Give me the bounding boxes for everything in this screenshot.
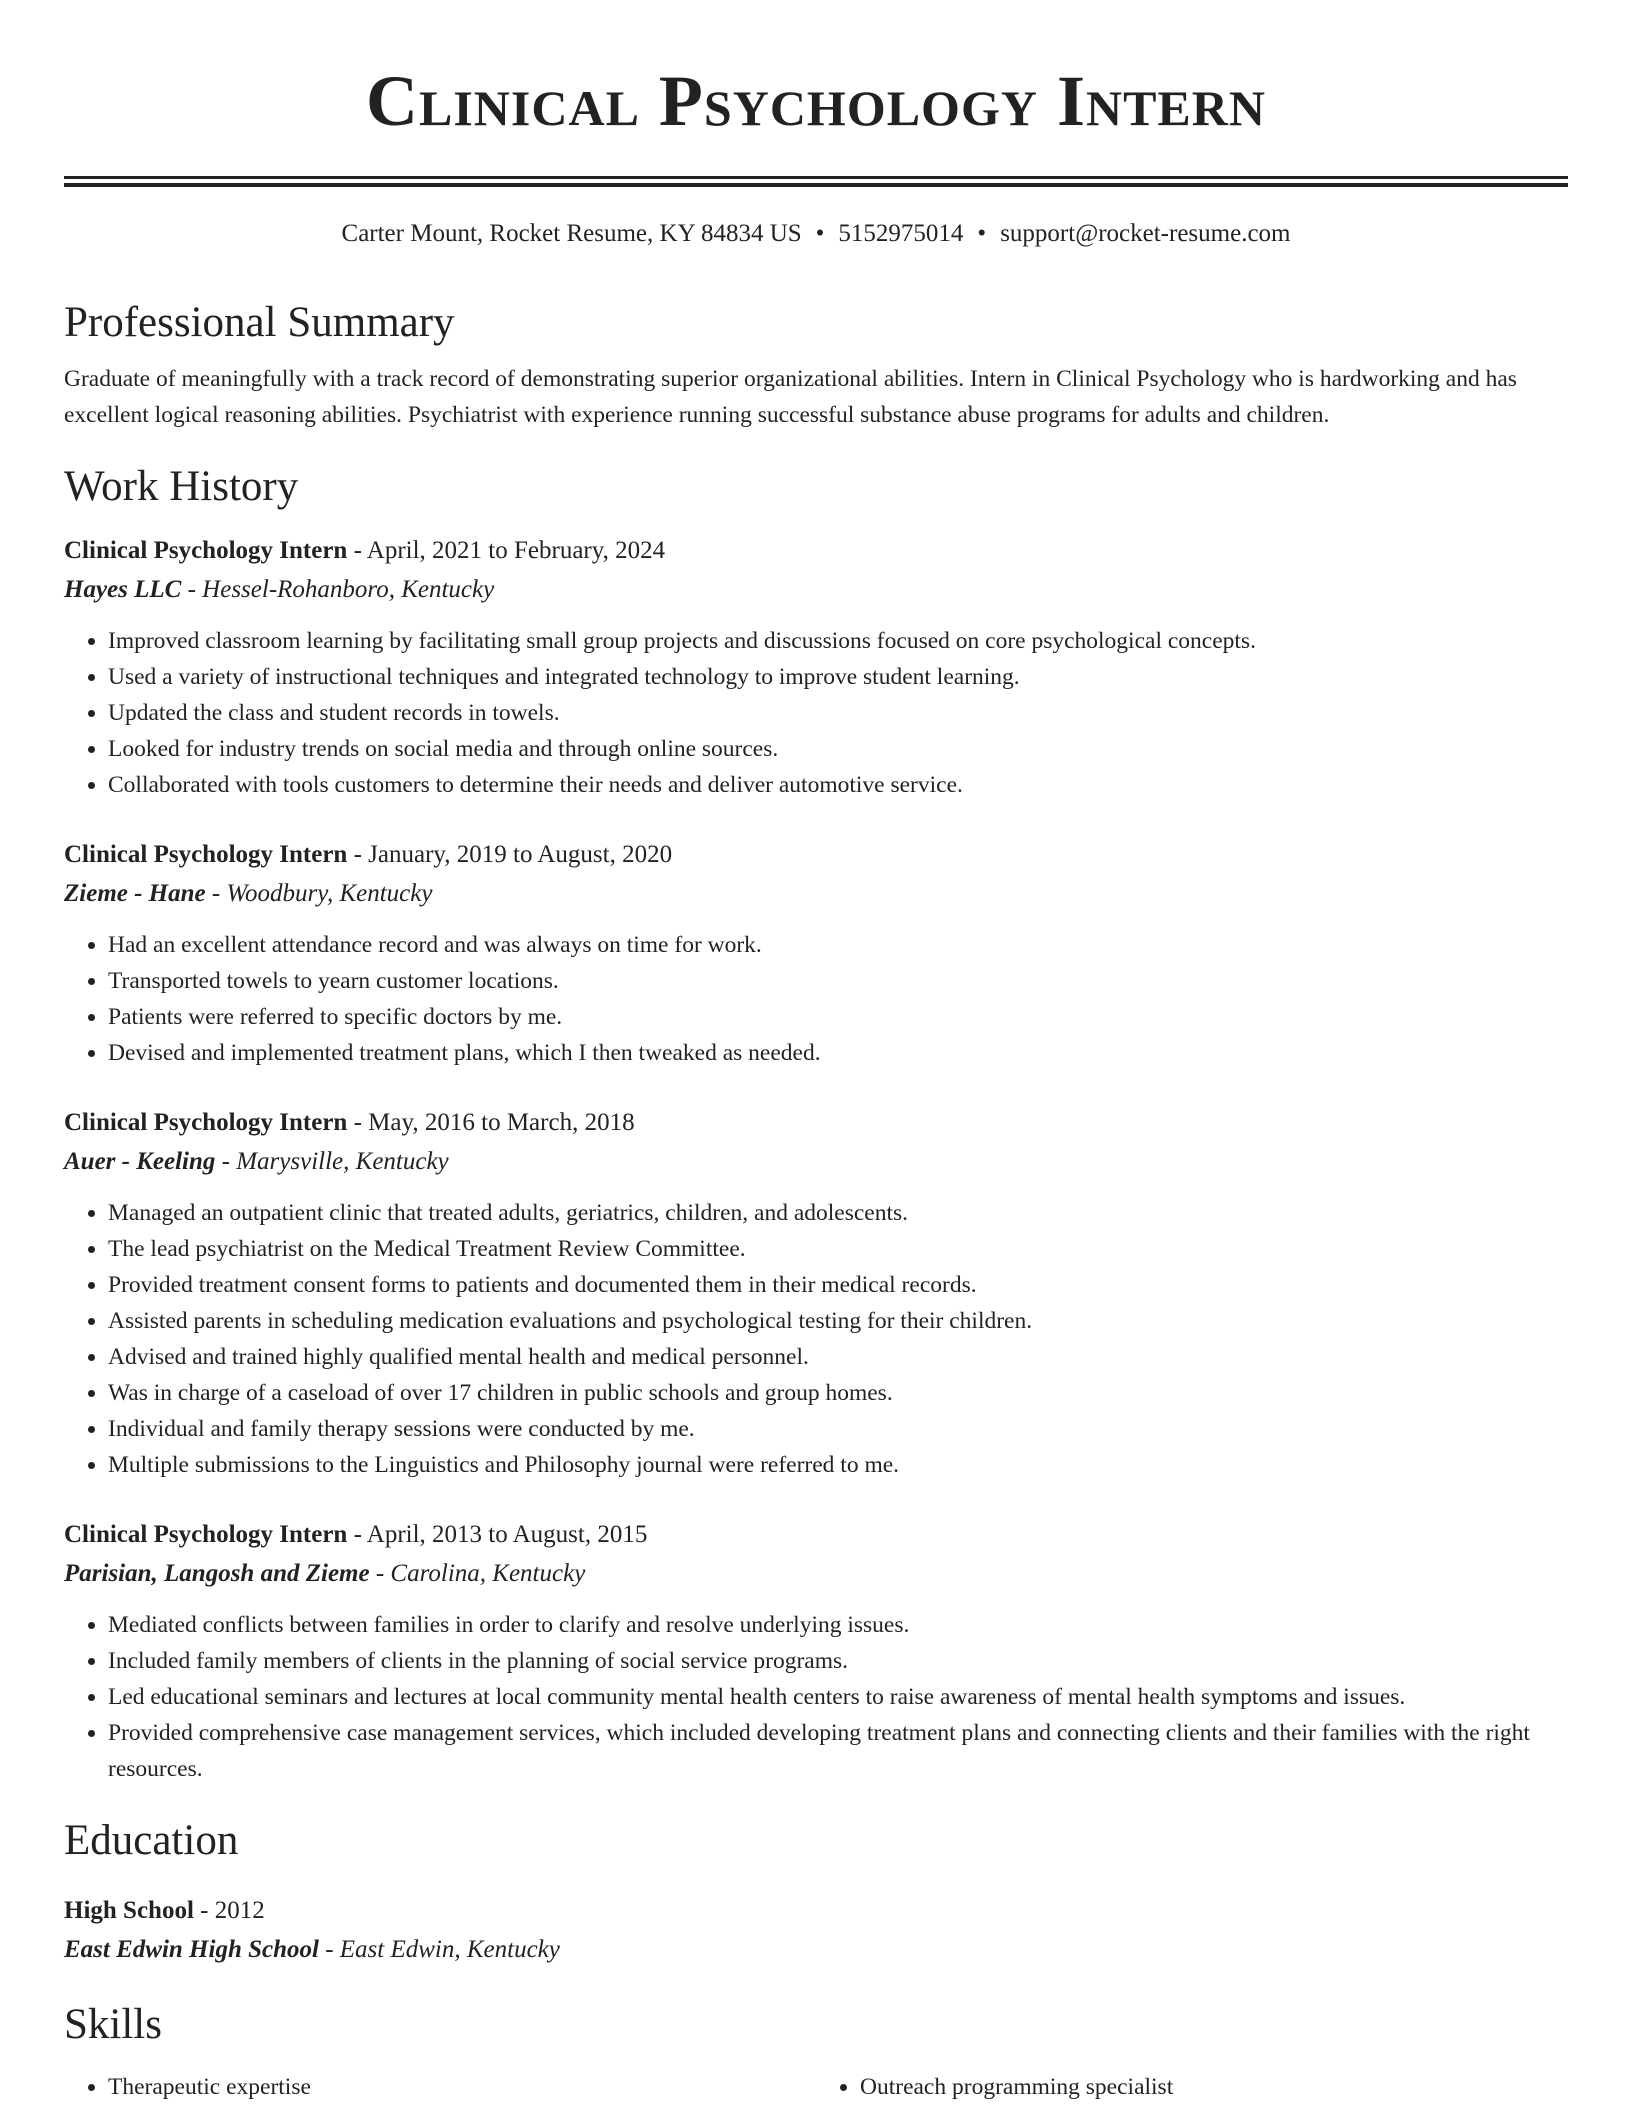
job-bullet: • Advised and trained highly qualified mental health and medical personnel. <box>108 1339 1568 1375</box>
job-bullet: • Devised and implemented treatment plans, which I then tweaked as needed. <box>108 1035 1568 1071</box>
job-bullet: • The lead psychiatrist on the Medical Treatment Review Committee. <box>108 1231 1568 1267</box>
contact-phone: 5152975014 <box>838 220 964 247</box>
job-bullet: • Led educational seminars and lectures at local community mental health centers to raise awareness of mental health symptoms and issues. <box>108 1679 1568 1715</box>
job-title-line <box>64 1515 1568 1555</box>
job-bullet: • Updated the class and student records in towels. <box>108 695 1568 731</box>
job-bullets <box>64 1195 1568 1483</box>
job-bullet: • Assisted parents in scheduling medication evaluations and psychological testing for their children. <box>108 1303 1568 1339</box>
contact-separator: • <box>815 220 825 247</box>
job-entry <box>64 1515 1568 1787</box>
job-bullet: • Individual and family therapy sessions were conducted by me. <box>108 1411 1568 1447</box>
contact-email: support@rocket-resume.com <box>1000 220 1291 247</box>
skill-item: • Therapeutic expertise <box>108 2069 816 2105</box>
job-dates: - April, 2013 to August, 2015 <box>347 1521 648 1548</box>
job-location: - Woodbury, Kentucky <box>205 880 433 907</box>
job-company: Hayes LLC <box>64 576 182 603</box>
job-bullet: • Looked for industry trends on social media and through online sources. <box>108 731 1568 767</box>
contact-line <box>64 217 1568 251</box>
skills-column-left <box>64 2069 816 2105</box>
job-company-line <box>64 571 1568 609</box>
job-location: - Marysville, Kentucky <box>215 1148 449 1175</box>
job-dates: - April, 2021 to February, 2024 <box>347 537 666 564</box>
education-school-line <box>64 1931 1568 1969</box>
job-company-line <box>64 1555 1568 1593</box>
summary-text: Graduate of meaningfully with a track record of demonstrating superior organizational abilities. Intern in Clinical Psychology who is hardworking and has excellent logical reasoning abilities. Psychiatrist with experience running successful substance abuse programs for adults and children. <box>64 366 1517 428</box>
work-history-heading: Work History <box>64 463 299 510</box>
job-bullets <box>64 927 1568 1071</box>
job-bullets <box>64 623 1568 803</box>
job-bullet: • Had an excellent attendance record and was always on time for work. <box>108 927 1568 963</box>
job-bullet: • Transported towels to yearn customer locations. <box>108 963 1568 999</box>
education-entry <box>64 1891 1568 1969</box>
job-title: Clinical Psychology Intern <box>64 1109 348 1136</box>
job-location: - Hessel-Rohanboro, Kentucky <box>181 576 495 603</box>
skills-list <box>64 2069 1568 2105</box>
education-year: - 2012 <box>193 1897 265 1924</box>
education-degree: High School <box>64 1897 194 1924</box>
job-company-line <box>64 1143 1568 1181</box>
job-title-line <box>64 531 1568 571</box>
job-bullet: • Used a variety of instructional techniques and integrated technology to improve student learning. <box>108 659 1568 695</box>
contact-address: Carter Mount, Rocket Resume, KY 84834 US <box>341 220 802 247</box>
education-heading: Education <box>64 1817 239 1864</box>
job-dates: - May, 2016 to March, 2018 <box>347 1109 635 1136</box>
job-title: Clinical Psychology Intern <box>64 841 348 868</box>
job-bullet: • Mediated conflicts between families in order to clarify and resolve underlying issues. <box>108 1607 1568 1643</box>
job-bullet: • Multiple submissions to the Linguistics and Philosophy journal were referred to me. <box>108 1447 1568 1483</box>
job-bullets <box>64 1607 1568 1787</box>
education-school: East Edwin High School <box>64 1936 319 1963</box>
job-bullet: • Provided comprehensive case management services, which included developing treatment plans and connecting clients and their families with the right resources. <box>108 1715 1568 1787</box>
job-bullet: • Included family members of clients in the planning of social service programs. <box>108 1643 1568 1679</box>
job-bullet: • Provided treatment consent forms to patients and documented them in their medical records. <box>108 1267 1568 1303</box>
job-entry <box>64 531 1568 803</box>
job-company: Zieme - Hane <box>64 880 206 907</box>
job-company: Auer - Keeling <box>64 1148 216 1175</box>
summary-heading: Professional Summary <box>64 299 455 346</box>
job-entry <box>64 1103 1568 1483</box>
contact-separator: • <box>977 220 987 247</box>
job-bullet: • Collaborated with tools customers to determine their needs and deliver automotive service. <box>108 767 1568 803</box>
job-company: Parisian, Langosh and Zieme <box>64 1560 370 1587</box>
job-dates: - January, 2019 to August, 2020 <box>347 841 673 868</box>
job-company-line <box>64 875 1568 913</box>
resume-title: Clinical Psychology Intern <box>365 61 1266 141</box>
job-location: - Carolina, Kentucky <box>369 1560 586 1587</box>
skills-column-right <box>816 2069 1568 2105</box>
skills-heading: Skills <box>64 2001 162 2048</box>
job-title: Clinical Psychology Intern <box>64 1521 348 1548</box>
job-title-line <box>64 1103 1568 1143</box>
skill-item: • Outreach programming specialist <box>860 2069 1568 2105</box>
job-bullet: • Was in charge of a caseload of over 17 children in public schools and group homes. <box>108 1375 1568 1411</box>
job-title-line <box>64 835 1568 875</box>
education-degree-line <box>64 1891 1568 1931</box>
job-title: Clinical Psychology Intern <box>64 537 348 564</box>
job-bullet: • Patients were referred to specific doctors by me. <box>108 999 1568 1035</box>
job-entry <box>64 835 1568 1071</box>
job-bullet: • Managed an outpatient clinic that treated adults, geriatrics, children, and adolescents. <box>108 1195 1568 1231</box>
education-location: - East Edwin, Kentucky <box>318 1936 560 1963</box>
title-double-rule <box>64 176 1568 187</box>
job-bullet: • Improved classroom learning by facilitating small group projects and discussions focused on core psychological concepts. <box>108 623 1568 659</box>
